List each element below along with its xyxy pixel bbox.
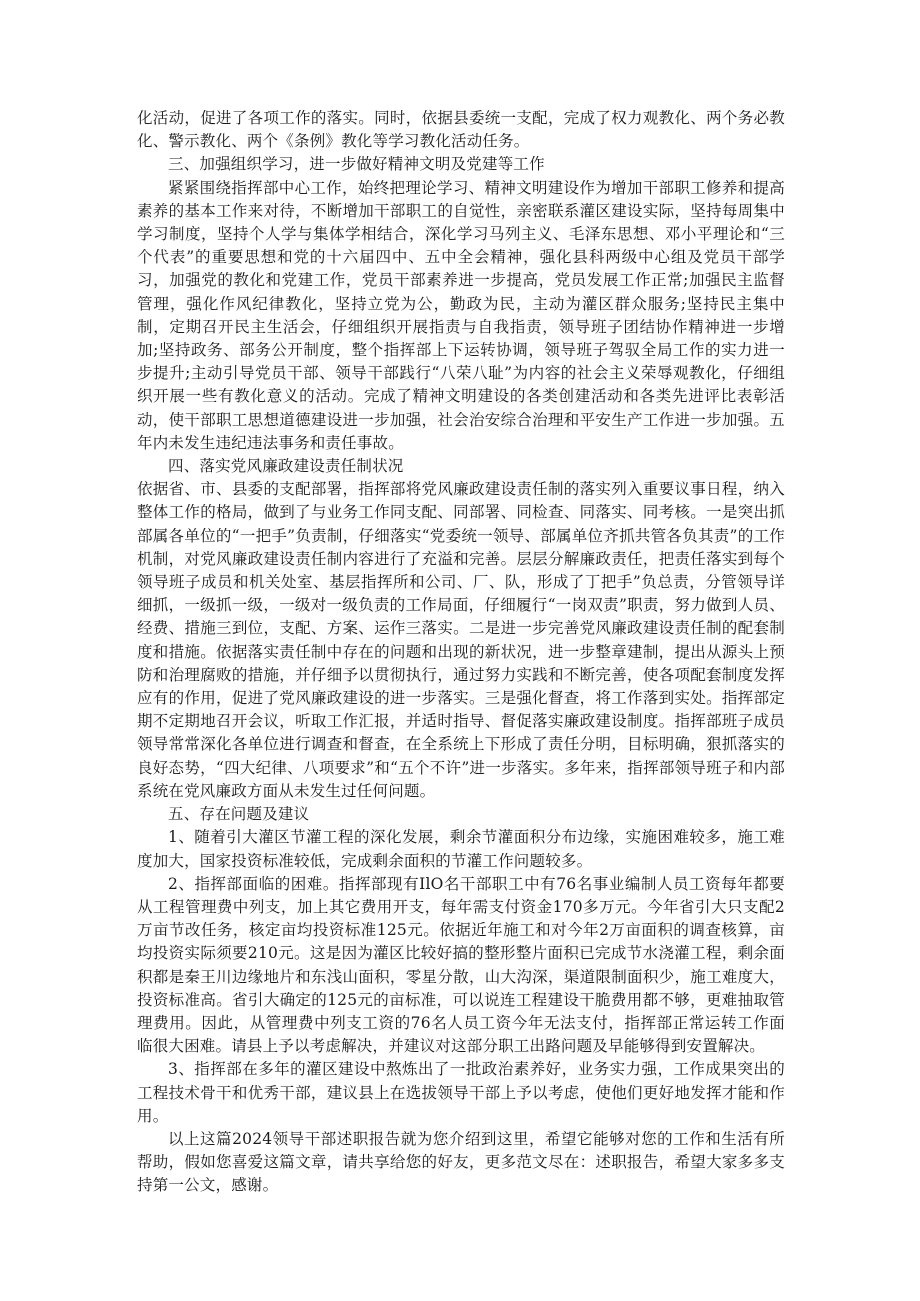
paragraph-closing: 以上这篇2024领导干部述职报告就为您介绍到这里，希望它能够对您的工作和生活有所帮助，假如您喜爱这篇文章，请共享给您的好友，更多范文尽在：述职报告，希望大家多多支持第一公文，感谢。 [137,1129,785,1195]
section-heading-5: 五、存在问题及建议 [168,805,310,824]
section-heading-4: 四、落实党风廉政建设责任制状况 [168,457,404,476]
paragraph-study: 紧紧围绕指挥部中心工作，始终把理论学习、精神文明建设作为增加干部职工修养和提高素养的基本工作来对待，不断增加干部职工的自觉性，亲密联系灌区建设实际，坚持每周集中学习制度，坚持个人学与集体学相结合，深化学习马列主义、毛泽东思想、邓小平理论和“三个代表”的重要思想和党的十六届四中、五中全会精神，强化县科两级中心组及党员干部学习，加强党的教化和党建工作，党员干部素养进一步提高，党员发展工作正常;加强民主监督管理，强化作风纪律教化，坚持立党为公，勤政为民，主动为灌区群众服务;坚持民主集中制，定期召开民主生活会，仔细组织开展指责与自我指责，领导班子团结协作精神进一步增加;坚持政务、部务公开制度，整个指挥部上下运转协调，领导班子驾驭全局工作的实力进一步提升;主动引导党员干部、领导干部践行“八荣八耻”为内容的社会主义荣辱观教化，仔细组织开展一些有教化意义的活动。完成了精神文明建设的各类创建活动和各类先进评比表彰活动，使干部职工思想道德建设进一步加强，社会治安综合治理和平安生产工作进一步加强。五年内未发生违纪违法事务和责任事故。 [137,178,785,452]
paragraph-issue-3: 3、指挥部在多年的灌区建设中熬炼出了一批政治素养好，业务实力强，工作成果突出的工程技术骨干和优秀干部，建议县上在选拔领导干部上予以考虑，使他们更好地发挥才能和作用。 [137,1060,785,1125]
paragraph-issue-1: 1、随着引大灌区节灌工程的深化发展，剩余节灌面积分布边缘，实施困难较多，施工难度加大，国家投资标准较低，完成剩余面积的节灌工作问题较多。 [137,828,785,870]
paragraph-anticorruption: 依据省、市、县委的支配部署，指挥部将党风廉政建设责任制的落实列入重要议事日程，纳入整体工作的格局，做到了与业务工作同支配、同部署、同检查、同落实、同考核。一是突出抓部属各单位的“一把手”负责制，仔细落实“党委统一领导、部属单位齐抓共管各负其责”的工作机制，对党风廉政建设责任制内容进行了充溢和完善。层层分解廉政责任，把责任落实到每个领导班子成员和机关处室、基层指挥所和公司、厂、队，形成了丁把手”负总责，分管领导详细抓，一级抓一级，一级对一级负责的工作局面，仔细履行“一岗双责”职责，努力做到人员、经费、措施三到位，支配、方案、运作三落实。二是进一步完善党风廉政建设责任制的配套制度和措施。依据落实责任制中存在的问题和出现的新状况，进一步整章建制，提出从源头上预防和治理腐败的措施，并仔细予以贯彻执行，通过努力实践和不断完善，使各项配套制度发挥应有的作用，促进了党风廉政建设的进一步落实。三是强化督查，将工作落到实处。指挥部定期不定期地召开会议，听取工作汇报，并适时指导、督促落实廉政建设制度。指挥部班子成员领导常常深化各单位进行调查和督查，在全系统上下形成了责任分明，目标明确，狠抓落实的良好态势，“四大纪律、八项要求”和“五个不许”进一步落实。多年来，指挥部领导班子和内部系统在党风廉政方面从未发生过任何问题。 [137,480,785,800]
document-body [137,107,785,1198]
paragraph-continuation: 化活动，促进了各项工作的落实。同时，依据县委统一支配，完成了权力观教化、两个务必教化、警示教化、两个《条例》教化等学习教化活动任务。 [137,109,785,151]
section-heading-3: 三、加强组织学习，进一步做好精神文明及党建等工作 [168,155,545,174]
paragraph-issue-2: 2、指挥部面临的困难。指挥部现有IlO名干部职工中有76名事业编制人员工资每年都要从工程管理费中列支，加上其它费用开支，每年需支付资金170多万元。今年省引大只支配2万亩节改任务，核定亩均投资标准125元。依据近年施工和对今年2万亩面积的调查核算，亩均投资实际须要210元。这是因为灌区比较好搞的整形整片面积已完成节水浇灌工程，剩余面积都是秦王川边缘地片和东浅山面积，零星分散，山大沟深，渠道限制面积少，施工难度大，投资标准高。省引大确定的125元的亩标准，可以说连工程建设干脆费用都不够，更难抽取管理费用。因此，从管理费中列支工资的76名人员工资今年无法支付，指挥部正常运转工作面临很大困难。请县上予以考虑解决，并建议对这部分职工出路问题及早能够得到安置解决。 [137,874,785,1056]
